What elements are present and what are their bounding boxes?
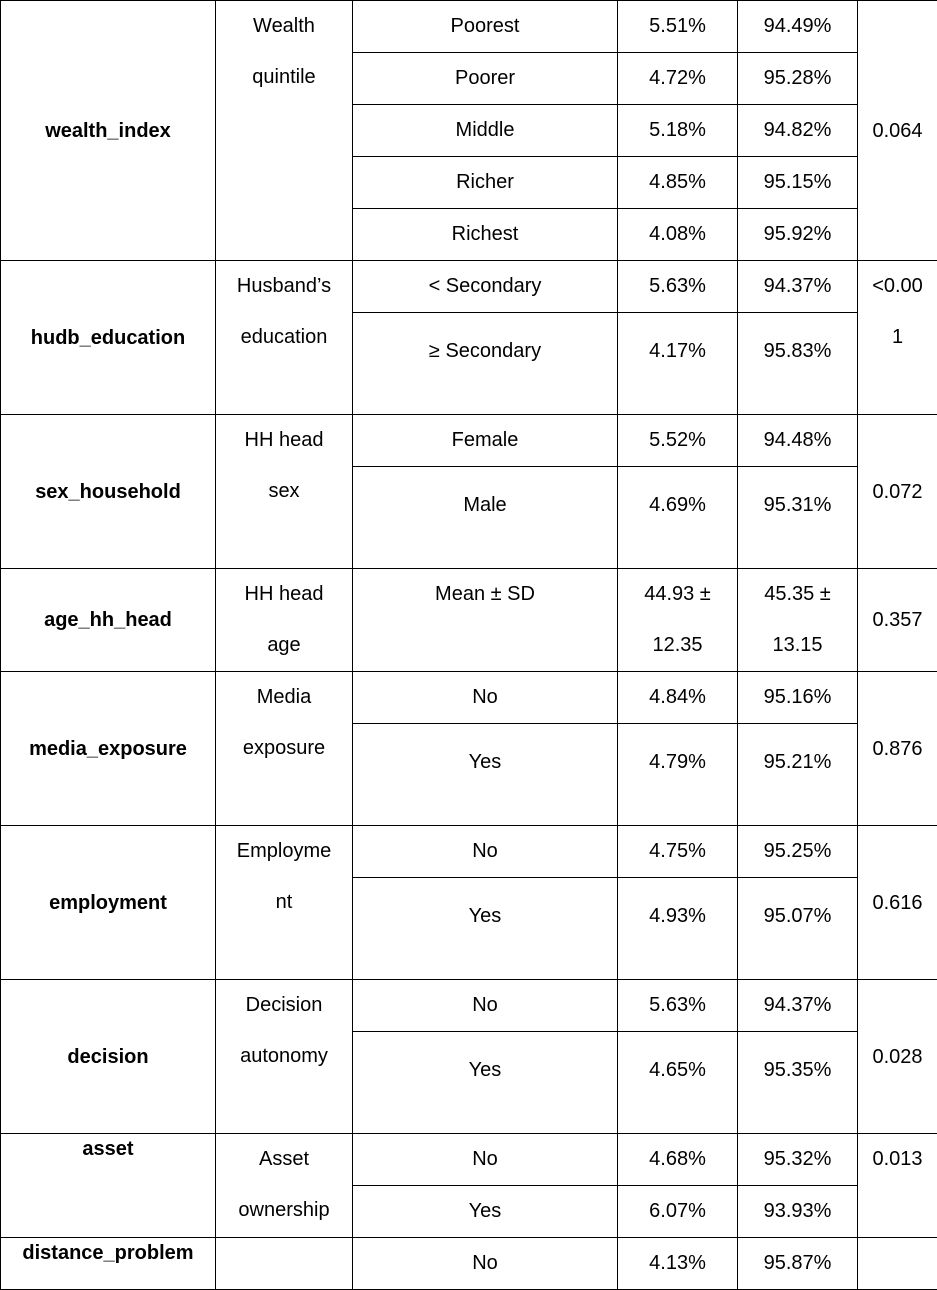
variable-name: decision [1,980,216,1134]
value-col2: 95.25% [738,826,858,878]
value-col1: 5.52% [618,415,738,467]
value-col1: 4.84% [618,672,738,724]
category-name: Mean ± SD [353,569,618,672]
variable-name: asset [1,1134,216,1238]
p-value: 0.013 [858,1134,937,1238]
category-name: Female [353,415,618,467]
p-value: 0.357 [858,569,937,672]
variable-name: distance_problem [1,1238,216,1290]
value-col2: 95.31% [738,467,858,569]
value-col2: 95.83% [738,313,858,415]
category-name: Yes [353,1032,618,1134]
category-name: No [353,980,618,1032]
category-name: ≥ Secondary [353,313,618,415]
category-name: No [353,1134,618,1186]
category-name: Yes [353,1186,618,1238]
value-col2: 95.28% [738,53,858,105]
variable-label: Wealth quintile [216,1,353,261]
p-value: <0.00 1 [858,261,937,415]
value-col2: 94.37% [738,261,858,313]
value-col2: 95.15% [738,157,858,209]
variable-name: media_exposure [1,672,216,826]
category-name: No [353,672,618,724]
value-col1: 5.63% [618,980,738,1032]
value-col2: 94.82% [738,105,858,157]
variable-name: hudb_education [1,261,216,415]
p-value: 0.876 [858,672,937,826]
variable-label: Asset ownership [216,1134,353,1238]
value-col2: 45.35 ± 13.15 [738,569,858,672]
value-col1: 5.51% [618,1,738,53]
p-value: 0.072 [858,415,937,569]
p-value: 0.064 [858,1,937,261]
variable-label: Employme nt [216,826,353,980]
value-col1: 4.69% [618,467,738,569]
category-name: < Secondary [353,261,618,313]
value-col1: 5.63% [618,261,738,313]
variable-label: Decision autonomy [216,980,353,1134]
category-name: No [353,826,618,878]
category-name: Yes [353,724,618,826]
category-name: Richer [353,157,618,209]
value-col2: 95.92% [738,209,858,261]
value-col1: 5.18% [618,105,738,157]
value-col2: 95.87% [738,1238,858,1290]
value-col2: 94.37% [738,980,858,1032]
value-col1: 4.72% [618,53,738,105]
p-value: 0.616 [858,826,937,980]
variable-name: wealth_index [1,1,216,261]
value-col1: 44.93 ± 12.35 [618,569,738,672]
value-col2: 95.32% [738,1134,858,1186]
value-col2: 95.21% [738,724,858,826]
category-name: No [353,1238,618,1290]
category-name: Richest [353,209,618,261]
value-col1: 4.85% [618,157,738,209]
p-value: 0.028 [858,980,937,1134]
p-value [858,1238,937,1290]
value-col2: 95.16% [738,672,858,724]
value-col2: 95.07% [738,878,858,980]
variable-label: HH head sex [216,415,353,569]
value-col2: 94.49% [738,1,858,53]
value-col1: 4.13% [618,1238,738,1290]
variable-name: age_hh_head [1,569,216,672]
variable-label: Media exposure [216,672,353,826]
category-name: Poorer [353,53,618,105]
value-col1: 6.07% [618,1186,738,1238]
variable-name: sex_household [1,415,216,569]
variable-label: HH head age [216,569,353,672]
value-col2: 95.35% [738,1032,858,1134]
value-col2: 93.93% [738,1186,858,1238]
value-col1: 4.75% [618,826,738,878]
category-name: Yes [353,878,618,980]
value-col1: 4.65% [618,1032,738,1134]
value-col2: 94.48% [738,415,858,467]
value-col1: 4.93% [618,878,738,980]
category-name: Poorest [353,1,618,53]
category-name: Male [353,467,618,569]
variable-name: employment [1,826,216,980]
category-name: Middle [353,105,618,157]
variable-label [216,1238,353,1290]
variable-label: Husband’s education [216,261,353,415]
value-col1: 4.79% [618,724,738,826]
value-col1: 4.68% [618,1134,738,1186]
value-col1: 4.08% [618,209,738,261]
value-col1: 4.17% [618,313,738,415]
